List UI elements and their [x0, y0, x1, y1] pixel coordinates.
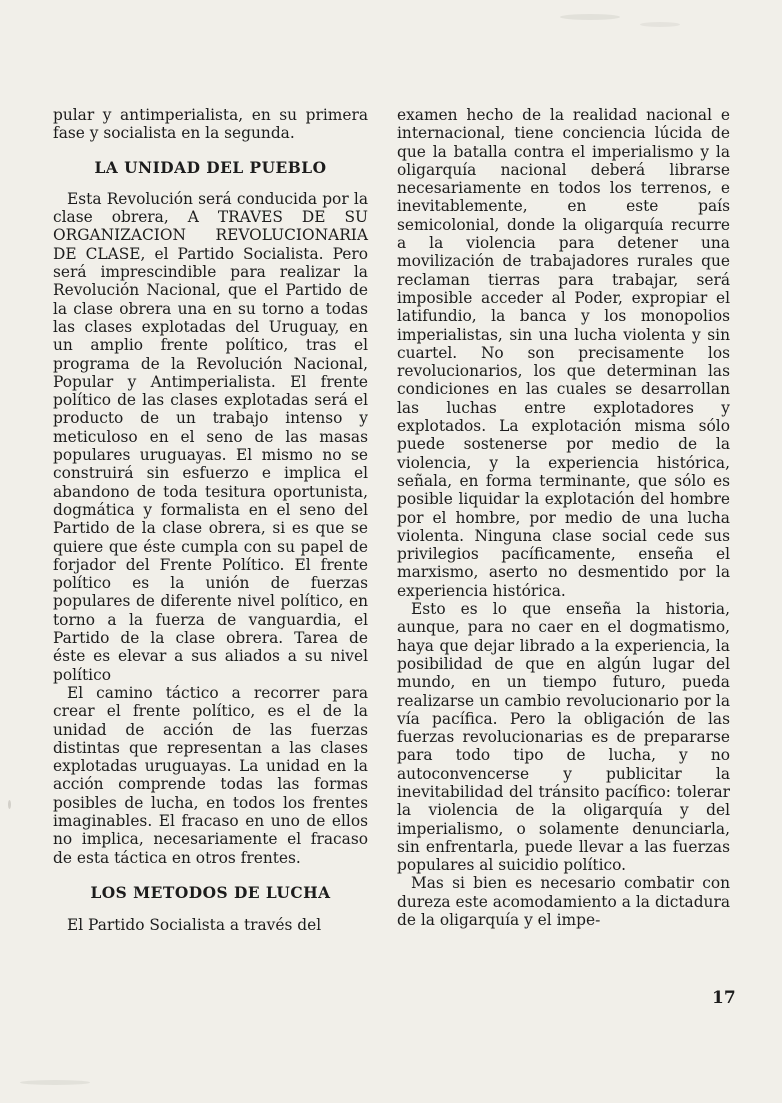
scan-speck — [560, 14, 620, 20]
right-column — [397, 106, 730, 929]
page-number: 17 — [712, 988, 736, 1008]
paragraph-intro: pular y antimperialista, en su primera fase y socialista en la segunda. — [53, 106, 368, 143]
scan-speck — [20, 1080, 90, 1085]
paragraph-4: Esto es lo que enseña la historia, aunque, para no caer en el dogmatismo, haya que dejar librado a la experiencia, la posibilidad de que en algún lugar del mundo, en un tiempo futuro, pueda realizarse un cambio revolucionario por la vía pacífica. Pero la obligación de las fuerzas revolucionarias es de prepararse para todo tipo de lucha, y no autoconvencerse y publicitar la inevitabilidad del tránsito pacífico: tolerar la violencia de la oligarquía y del imperialismo, o solamente denunciarla, sin enfrentarla, puede llevar a las fuerzas populares al suicidio político. — [397, 600, 730, 875]
paragraph-1: Esta Revolución será conducida por la clase obrera, A TRAVES DE SU ORGANIZACION REVOLUCIONARIA DE CLASE, el Partido Socialista. Pero será imprescindible para realizar la Revolución Nacional, que el Partido de la clase obrera una en su torno a todas las clases explotadas del Uruguay, en un amplio frente político, tras el programa de la Revolución Nacional, Popular y Antimperialista. El frente político de las clases explotadas será el producto de un trabajo intenso y meticuloso en el seno de las masas populares uruguayas. El mismo no se construirá sin esfuerzo e implica el abandono de toda tesitura oportunista, dogmática y formalista en el seno del Partido de la clase obrera, si es que se quiere que éste cumpla con su papel de forjador del Frente Político. El frente político es la unión de fuerzas populares de diferente nivel político, en torno a la fuerza de vanguardia, el Partido de la clase obrera. Tarea de éste es elevar a sus aliados a su nivel político — [53, 189, 368, 684]
paragraph-continued: examen hecho de la realidad nacional e internacional, tiene conciencia lúcida de que la batalla contra el imperialismo y la oligarquía nacional deberá librarse necesariamente en todos los terrenos, e inevitablemente, en este país semicolonial, donde la oligarquía recurre a la violencia para detener una movilización de trabajadores rurales que reclaman tierras para trabajar, será imposible acceder al Poder, expropiar el latifundio, la banca y los monopolios imperialistas, sin una lucha violenta y sin cuartel. No son precisamente los revolucionarios, los que determinan las condiciones en las cuales se desarrollan las luchas entre explotadores y explotados. La explotación misma sólo puede sostenerse por medio de la violencia, y la experiencia histórica, señala, en forma terminante, que sólo es posible liquidar la explotación del hombre por el hombre, por medio de una lucha violenta. Ninguna clase social cede sus privilegios pacíficamente, enseña el marxismo, aserto no desmentido por la experiencia histórica. — [397, 106, 730, 600]
paragraph-3: El Partido Socialista a través del — [67, 916, 322, 935]
paragraph-5: Mas si bien es necesario combatir con dureza este acomodamiento a la dictadura de la oligarquía y el impe- — [397, 874, 730, 930]
paragraph-2: El camino táctico a recorrer para crear el frente político, es el de la unidad de acción de las fuerzas distintas que representan a las clases explotadas uruguayas. La unidad en la acción comprende todas las formas posibles de lucha, en todos los frentes imaginables. El fracaso en uno de ellos no implica, necesariamente el fracaso de esta táctica en otros frentes. — [53, 683, 368, 867]
scan-speck — [640, 22, 680, 27]
section-heading-metodos: LOS METODOS DE LUCHA — [90, 883, 331, 902]
left-column — [53, 106, 368, 934]
section-heading-unidad: LA UNIDAD DEL PUEBLO — [94, 158, 327, 177]
scan-speck — [8, 800, 11, 809]
